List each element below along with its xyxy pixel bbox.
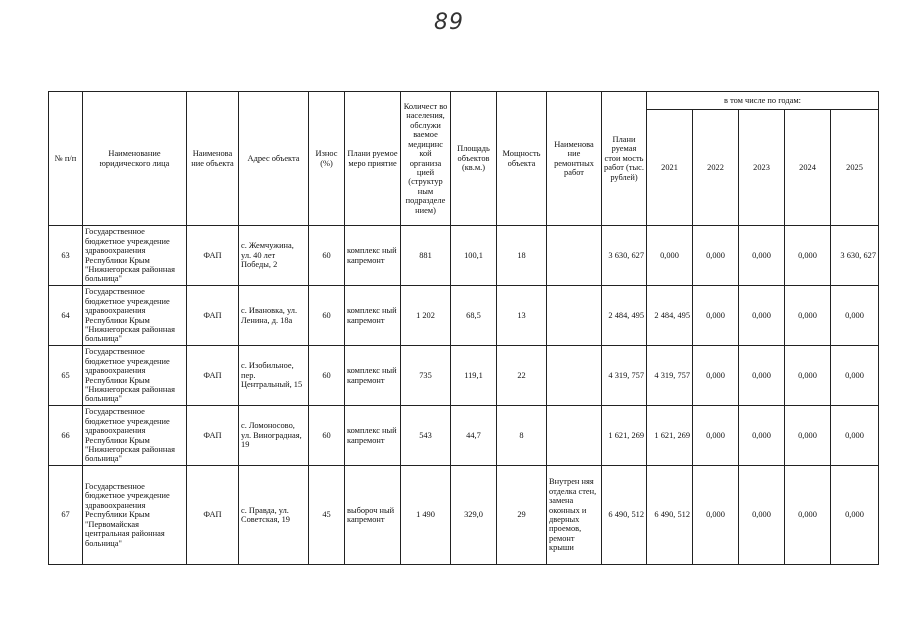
header-year-2023: 2023 [739, 110, 785, 226]
page-number: 89 [434, 10, 464, 35]
repair-plan-table [48, 91, 879, 565]
cell-year-2025: 0,000 [831, 346, 879, 406]
header-object-name: Наименова ние объекта [187, 92, 239, 226]
table-row [49, 466, 879, 565]
cell-planned-cost: 3 630, 627 [602, 226, 647, 286]
cell-year-2025: 0,000 [831, 406, 879, 466]
cell-year-2025: 3 630, 627 [831, 226, 879, 286]
header-address: Адрес объекта [239, 92, 309, 226]
cell-address: с. Жемчужина, ул. 40 лет Победы, 2 [239, 226, 309, 286]
cell-repair-name [547, 226, 602, 286]
cell-num: 67 [49, 466, 83, 565]
cell-wear: 60 [309, 286, 345, 346]
header-planned-measure: Плани руемое меро приятие [345, 92, 401, 226]
cell-area: 329,0 [451, 466, 497, 565]
cell-year-2023: 0,000 [739, 406, 785, 466]
header-population: Количест во населения, обслужи ваемое медицинс кой организа цией (структур ным подразделе нием) [401, 92, 451, 226]
cell-population: 1 202 [401, 286, 451, 346]
cell-year-2022: 0,000 [693, 286, 739, 346]
cell-year-2023: 0,000 [739, 286, 785, 346]
cell-planned-cost: 1 621, 269 [602, 406, 647, 466]
cell-planned-cost: 6 490, 512 [602, 466, 647, 565]
cell-address: с. Ломоносово, ул. Виноградная, 19 [239, 406, 309, 466]
header-year-2024: 2024 [785, 110, 831, 226]
cell-year-2024: 0,000 [785, 226, 831, 286]
cell-year-2024: 0,000 [785, 286, 831, 346]
cell-address: с. Ивановка, ул. Ленина, д. 18а [239, 286, 309, 346]
cell-repair-name: Внутрен няя отделка стен, замена оконных и дверных проемов, ремонт крыши [547, 466, 602, 565]
cell-object-name: ФАП [187, 346, 239, 406]
cell-year-2021: 0,000 [647, 226, 693, 286]
cell-year-2024: 0,000 [785, 406, 831, 466]
cell-year-2021: 6 490, 512 [647, 466, 693, 565]
cell-legal-name: Государственное бюджетное учреждение здравоохранения Республики Крым "Нижнегорская районная больница" [83, 406, 187, 466]
cell-capacity: 13 [497, 286, 547, 346]
cell-year-2022: 0,000 [693, 406, 739, 466]
cell-year-2021: 2 484, 495 [647, 286, 693, 346]
cell-num: 65 [49, 346, 83, 406]
cell-planned-measure: комплекс ный капремонт [345, 406, 401, 466]
cell-area: 68,5 [451, 286, 497, 346]
cell-area: 119,1 [451, 346, 497, 406]
cell-year-2023: 0,000 [739, 466, 785, 565]
cell-year-2025: 0,000 [831, 286, 879, 346]
cell-legal-name: Государственное бюджетное учреждение здравоохранения Республики Крым "Первомайская центральная районная больница" [83, 466, 187, 565]
cell-year-2021: 4 319, 757 [647, 346, 693, 406]
cell-year-2023: 0,000 [739, 346, 785, 406]
cell-repair-name [547, 346, 602, 406]
header-year-2021: 2021 [647, 110, 693, 226]
cell-repair-name [547, 406, 602, 466]
cell-year-2022: 0,000 [693, 466, 739, 565]
header-area: Площадь объектов (кв.м.) [451, 92, 497, 226]
cell-area: 44,7 [451, 406, 497, 466]
cell-planned-cost: 2 484, 495 [602, 286, 647, 346]
cell-planned-cost: 4 319, 757 [602, 346, 647, 406]
cell-year-2022: 0,000 [693, 226, 739, 286]
cell-population: 735 [401, 346, 451, 406]
cell-wear: 60 [309, 226, 345, 286]
cell-year-2023: 0,000 [739, 226, 785, 286]
cell-legal-name: Государственное бюджетное учреждение здравоохранения Республики Крым "Нижнегорская районная больница" [83, 226, 187, 286]
cell-year-2024: 0,000 [785, 346, 831, 406]
cell-num: 66 [49, 406, 83, 466]
cell-area: 100,1 [451, 226, 497, 286]
header-year-2025: 2025 [831, 110, 879, 226]
header-planned-cost: Плани руемая стои мость работ (тыс. рублей) [602, 92, 647, 226]
cell-address: с. Изобильное, пер. Центральный, 15 [239, 346, 309, 406]
table-row [49, 286, 879, 346]
cell-object-name: ФАП [187, 406, 239, 466]
header-num: № п/п [49, 92, 83, 226]
cell-object-name: ФАП [187, 226, 239, 286]
table-row [49, 406, 879, 466]
cell-population: 1 490 [401, 466, 451, 565]
cell-year-2024: 0,000 [785, 466, 831, 565]
cell-year-2022: 0,000 [693, 346, 739, 406]
cell-planned-measure: комплекс ный капремонт [345, 346, 401, 406]
cell-planned-measure: комплекс ный капремонт [345, 286, 401, 346]
cell-wear: 60 [309, 406, 345, 466]
cell-num: 64 [49, 286, 83, 346]
cell-legal-name: Государственное бюджетное учреждение здравоохранения Республики Крым "Нижнегорская районная больница" [83, 286, 187, 346]
cell-planned-measure: комплекс ный капремонт [345, 226, 401, 286]
header-year-2022: 2022 [693, 110, 739, 226]
cell-capacity: 29 [497, 466, 547, 565]
cell-year-2025: 0,000 [831, 466, 879, 565]
cell-repair-name [547, 286, 602, 346]
cell-num: 63 [49, 226, 83, 286]
header-repair-name: Наименова ние ремонтных работ [547, 92, 602, 226]
cell-population: 881 [401, 226, 451, 286]
cell-legal-name: Государственное бюджетное учреждение здравоохранения Республики Крым "Нижнегорская районная больница" [83, 346, 187, 406]
cell-address: с. Правда, ул. Советская, 19 [239, 466, 309, 565]
table-row [49, 226, 879, 286]
header-by-years: в том числе по годам: [647, 92, 879, 110]
cell-object-name: ФАП [187, 286, 239, 346]
header-wear: Износ (%) [309, 92, 345, 226]
header-legal-name: Наименование юридического лица [83, 92, 187, 226]
cell-wear: 45 [309, 466, 345, 565]
cell-population: 543 [401, 406, 451, 466]
cell-capacity: 22 [497, 346, 547, 406]
table-row [49, 346, 879, 406]
cell-wear: 60 [309, 346, 345, 406]
header-capacity: Мощность объекта [497, 92, 547, 226]
cell-year-2021: 1 621, 269 [647, 406, 693, 466]
cell-capacity: 18 [497, 226, 547, 286]
cell-planned-measure: выбороч ный капремонт [345, 466, 401, 565]
cell-capacity: 8 [497, 406, 547, 466]
cell-object-name: ФАП [187, 466, 239, 565]
